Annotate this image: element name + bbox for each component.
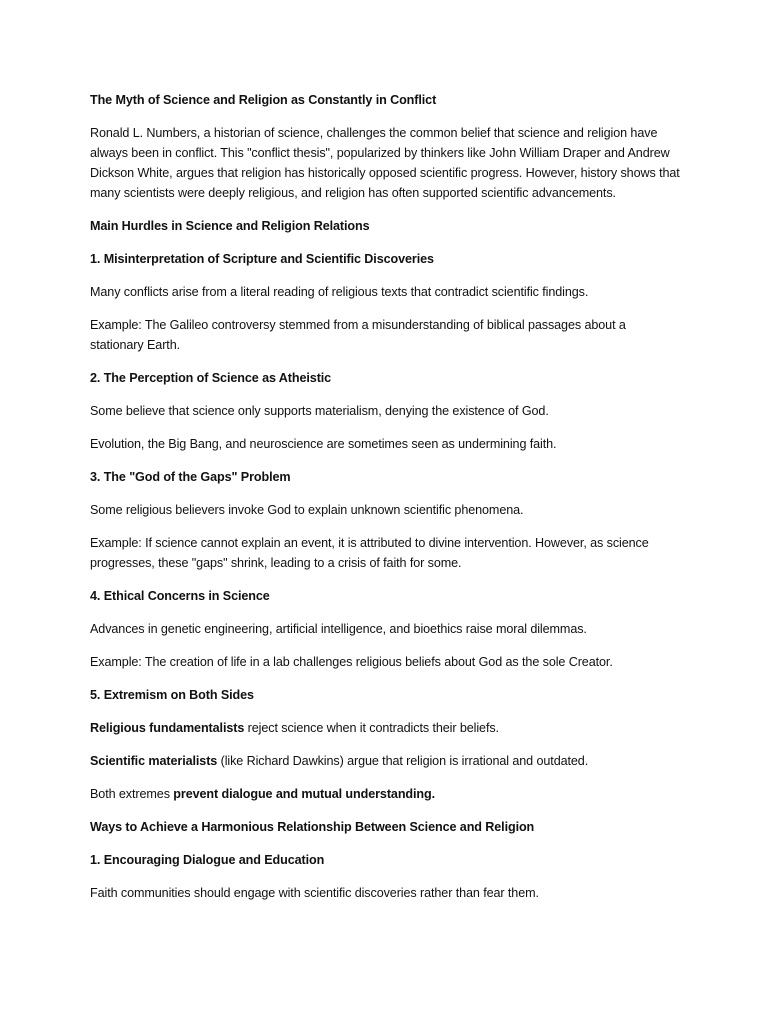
paragraph: Some religious believers invoke God to explain unknown scientific phenomena.	[90, 503, 524, 517]
bold-phrase: prevent dialogue and mutual understanding.	[173, 787, 435, 801]
paragraph-materialists	[90, 751, 680, 771]
paragraph: Faith communities should engage with scientific discoveries rather than fear them.	[90, 886, 539, 900]
paragraph: Some believe that science only supports materialism, denying the existence of God.	[90, 404, 549, 418]
paragraph: Many conflicts arise from a literal reading of religious texts that contradict scientific findings.	[90, 285, 589, 299]
section-heading-harmony: Ways to Achieve a Harmonious Relationship Between Science and Religion	[90, 820, 535, 834]
paragraph-fundamentalists	[90, 718, 680, 738]
paragraph-text: (like Richard Dawkins) argue that religion is irrational and outdated.	[217, 754, 589, 768]
paragraph-text: reject science when it contradicts their beliefs.	[244, 721, 499, 735]
subsection-heading: 3. The "God of the Gaps" Problem	[90, 470, 291, 484]
document-body	[90, 90, 680, 916]
bold-term: Scientific materialists	[90, 754, 218, 768]
subsection-heading: 4. Ethical Concerns in Science	[90, 589, 270, 603]
bold-term: Religious fundamentalists	[90, 721, 245, 735]
subsection-heading: 1. Encouraging Dialogue and Education	[90, 853, 325, 867]
subsection-heading: 1. Misinterpretation of Scripture and Scientific Discoveries	[90, 252, 434, 266]
intro-paragraph: Ronald L. Numbers, a historian of science, challenges the common belief that science and religion have always been in conflict. This "conflict thesis", popularized by thinkers like John William Draper and Andrew Dickson White, argues that religion has historically opposed scientific progress. However, history shows that many scientists were deeply religious, and religion has often supported scientific advancements.	[90, 126, 680, 200]
paragraph: Evolution, the Big Bang, and neuroscience are sometimes seen as undermining faith.	[90, 437, 557, 451]
paragraph: Advances in genetic engineering, artificial intelligence, and bioethics raise moral dilemmas.	[90, 622, 587, 636]
paragraph-both-extremes	[90, 784, 680, 804]
document-title: The Myth of Science and Religion as Constantly in Conflict	[90, 93, 437, 107]
section-heading-hurdles: Main Hurdles in Science and Religion Relations	[90, 219, 370, 233]
paragraph: Example: The Galileo controversy stemmed from a misunderstanding of biblical passages about a stationary Earth.	[90, 318, 626, 352]
subsection-heading: 5. Extremism on Both Sides	[90, 688, 254, 702]
paragraph: Example: The creation of life in a lab challenges religious beliefs about God as the sole Creator.	[90, 655, 613, 669]
paragraph-text: Both extremes	[90, 787, 174, 801]
subsection-heading: 2. The Perception of Science as Atheistic	[90, 371, 332, 385]
paragraph: Example: If science cannot explain an event, it is attributed to divine intervention. However, as science progresses, these "gaps" shrink, leading to a crisis of faith for some.	[90, 536, 649, 570]
